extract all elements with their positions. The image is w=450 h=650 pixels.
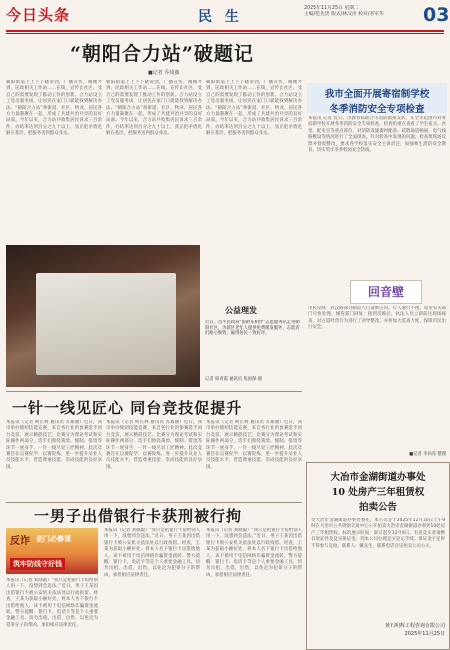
story-two-body-col3: 本报讯（记者 柯长林 通讯员 苏素丽）近日，我市举办缝纫技能竞赛，来自各行业的参赛选手同台竞技，展示精湛技艺。比赛分为理论考试和实际操作两部分，选手们围绕裁剪、缝制、熨烫等环节一展身手，一针一线尽显工匠精神。此次竞赛旨在以赛促学、以赛促练，进一步提升从业人员技能水平，营造尊重技能、崇尚技能的良好氛围。: [206, 420, 302, 470]
top-story-byline: ■记者 乔琦薇: [148, 70, 180, 76]
section-title: 民 生: [198, 9, 243, 25]
newspaper-logo: 今日头条: [6, 6, 71, 24]
story-three-divider: [6, 502, 302, 503]
auction-notice-box: [306, 462, 450, 650]
story-three-body-col2: 本报讯（记者 刘晓毅）“我只是把银行卡借给别人用一下，没想到会违法。”近日，男子王某因出借银行卡被公安机关依法处以行政拘留。经查，王某为获取小额好处，将本人名下银行卡出借给他人，该卡被用于电信网络诈骗资金流转。警方提醒：银行卡、电话卡等是个人重要金融工具，切勿出租、出借、出售，以免沦为犯罪分子的帮凶，承担相应法律责任。: [104, 528, 200, 578]
auction-notice-headline-1: 大冶市金湖街道办事处: [330, 472, 426, 483]
masthead-rule-blue: [6, 33, 444, 34]
anti-fraud-line2: 是门必修课: [36, 534, 71, 543]
reply-wall-credit: ■记者 李尚哥 整理: [409, 452, 446, 457]
story-three-body-col1: 本报讯（记者 刘晓毅）“我只是把银行卡借给别人用一下，没想到会违法。”近日，男子王某因出借银行卡被公安机关依法处以行政拘留。经查，王某为获取小额好处，将本人名下银行卡出借给他人，该卡被用于电信网络诈骗资金流转。警方提醒：银行卡、电话卡等是个人重要金融工具，切勿出租、出借、出售，以免沦为犯罪分子的帮凶，承担相应法律责任。: [6, 578, 98, 628]
issue-editors: 主编/范先贵 版式/林汉涛 校对/李军华: [304, 12, 384, 18]
side-story-body: 本报讯 记者 近日，市教育局联合市消防救援支队，在全市范围内对寄宿制学校开展冬季消防安全专项检查。检查组重点查看了学生宿舍、食堂、配电室等重点部位，对消防设施器材配备、疏散通道畅通、电气线路敷设等情况进行了全面排查。针对检查中发现的问题，检查组现场反馈并督促整改，要求各学校落实安全主体责任，加强师生消防安全教育，切实筑牢冬季校园安全防线。: [308, 116, 446, 154]
anti-fraud-graphic: [6, 528, 98, 574]
reply-wall-badge: [350, 280, 422, 304]
story-two-divider: [6, 391, 302, 392]
story-two-title: 一针一线见匠心 同台竞技促提升: [12, 399, 243, 417]
issue-date: 2025年11月25日 星期二: [304, 6, 359, 11]
story-two-body-col1: 本报讯（记者 柯长林 通讯员 苏素丽）近日，我市举办缝纫技能竞赛，来自各行业的参赛选手同台竞技，展示精湛技艺。比赛分为理论考试和实际操作两部分，选手们围绕裁剪、缝制、熨烫等环节一展身手，一针一线尽显工匠精神。此次竞赛旨在以赛促学、以赛促练，进一步提升从业人员技能水平，营造尊重技能、崇尚技能的良好氛围。: [6, 420, 102, 470]
anti-fraud-word: 反诈: [10, 536, 30, 547]
issue-info: [304, 6, 424, 18]
story-three-title: 一男子出借银行卡获刑被行拘: [34, 507, 243, 525]
top-story-body-col2: 朝阳街道上上下下晓说到，广播宣传，刚刚才到，民政相关工作站……在线，宣传让社区，受自己的需要发现了推动工作的创新。合力站设立了党员服务岗，让居民在家门口就能找到解决办法。“朝阳合力站”将街道、社区、物业、居民各方力量凝聚在一起，形成了共建共治共享的良好局面。今年以来，合力站共收集居民诉求三百余件，办结率达到百分之九十以上，真正把矛盾化解在基层，把服务送到群众身边。: [106, 80, 202, 137]
masthead-rule-red: [6, 30, 444, 32]
top-story-body-col3: 朝阳街道上上下下晓说到，广播宣传，刚刚才到，民政相关工作站……在线，宣传让社区，受自己的需要发现了推动工作的创新。合力站设立了党员服务岗，让居民在家门口就能找到解决办法。“朝阳合力站”将街道、社区、物业、居民各方力量凝聚在一起，形成了共建共治共享的良好局面。今年以来，合力站共收集居民诉求三百余件，办结率达到百分之九十以上，真正把矛盾化解在基层，把服务送到群众身边。: [206, 80, 302, 137]
auction-notice-company: 黄石明辉工程咨询有限公司: [384, 623, 445, 629]
side-story-headline-2: 冬季消防安全专项检查: [329, 104, 425, 115]
auction-notice-body: 受大冶市金湖街道办事处委托，本公司定于2025年12月10日上午9时在大冶市公共资源交易中心公开拍卖大冶市金湖街道办事处10处房产三年租赁权。标的展示时间：即日起至12月9日。有意竞买者请携有效证件及竞买保证金，到本公司办理竞买登记手续。保证金不足时不得参与竞拍。联系人：戴先生，联系电话详见拍卖公司公示。: [311, 518, 445, 549]
psa-label: 公益理发: [225, 305, 257, 315]
auction-notice-date: 2025年11月25日: [404, 631, 445, 637]
side-story-headline-1: 我市全面开展寄宿制学校: [324, 89, 430, 100]
top-story-title: “朝阳合力站”破题记: [70, 43, 254, 65]
anti-fraud-subline: 筑牢防线守好钱: [10, 558, 65, 570]
story-three-body-col3: 本报讯（记者 刘晓毅）“我只是把银行卡借给别人用一下，没想到会违法。”近日，男子王某因出借银行卡被公安机关依法处以行政拘留。经查，王某为获取小额好处，将本人名下银行卡出借给他人，该卡被用于电信网络诈骗资金流转。警方提醒：银行卡、电话卡等是个人重要金融工具，切勿出租、出借、出售，以免沦为犯罪分子的帮凶，承担相应法律责任。: [206, 528, 302, 578]
top-story-body-col1: 朝阳街道上上下下晓说到，广播宣传，刚刚才到，民政相关工作站……在线，宣传让社区，受自己的需要发现了推动工作的创新。合力站设立了党员服务岗，让居民在家门口就能找到解决办法。“朝阳合力站”将街道、社区、物业、居民各方力量凝聚在一起，形成了共建共治共享的良好局面。今年以来，合力站共收集居民诉求三百余件，办结率达到百分之九十以上，真正把矛盾化解在基层，把服务送到群众身边。: [6, 80, 102, 137]
story-two-body-col2: 本报讯（记者 柯长林 通讯员 苏素丽）近日，我市举办缝纫技能竞赛，来自各行业的参赛选手同台竞技，展示精湛技艺。比赛分为理论考试和实际操作两部分，选手们围绕裁剪、缝制、熨烫等环节一展身手，一针一线尽显工匠精神。此次竞赛旨在以赛促学、以赛促练，进一步提升从业人员技能水平，营造尊重技能、崇尚技能的良好氛围。: [106, 420, 202, 470]
psa-credit: 记者 柏青霞 通讯员 焦国保 摄: [205, 377, 263, 382]
psa-caption: 近日，昌平民政局“银龄乐相伴”志愿服务队走进朝阳社区，为辖区老年人提供免费理发服务，志愿者们耐心细致，赢得居民一致好评。: [205, 320, 300, 337]
side-story-headline-box: [307, 83, 447, 113]
auction-notice-headline-2: 10 处房产三年租赁权: [331, 487, 425, 498]
reply-wall-title: 回音壁: [367, 285, 404, 299]
reply-wall-body: 市民反映：武汉路部分路段人行道被占用，行人通行不便，希望有关部门尽快处理。城管部门回复：接到反映后，执法人员立即前往现场核查，对占道经营行为进行了劝导整改，并将加大巡查力度，保障市民出行安全。: [308, 306, 446, 331]
haircut-photo: [6, 245, 200, 387]
auction-notice-headline-3: 拍卖公告: [358, 502, 397, 513]
haircut-photo-scene: [36, 273, 176, 375]
page-number: 03: [423, 4, 450, 26]
masthead: [0, 0, 450, 32]
